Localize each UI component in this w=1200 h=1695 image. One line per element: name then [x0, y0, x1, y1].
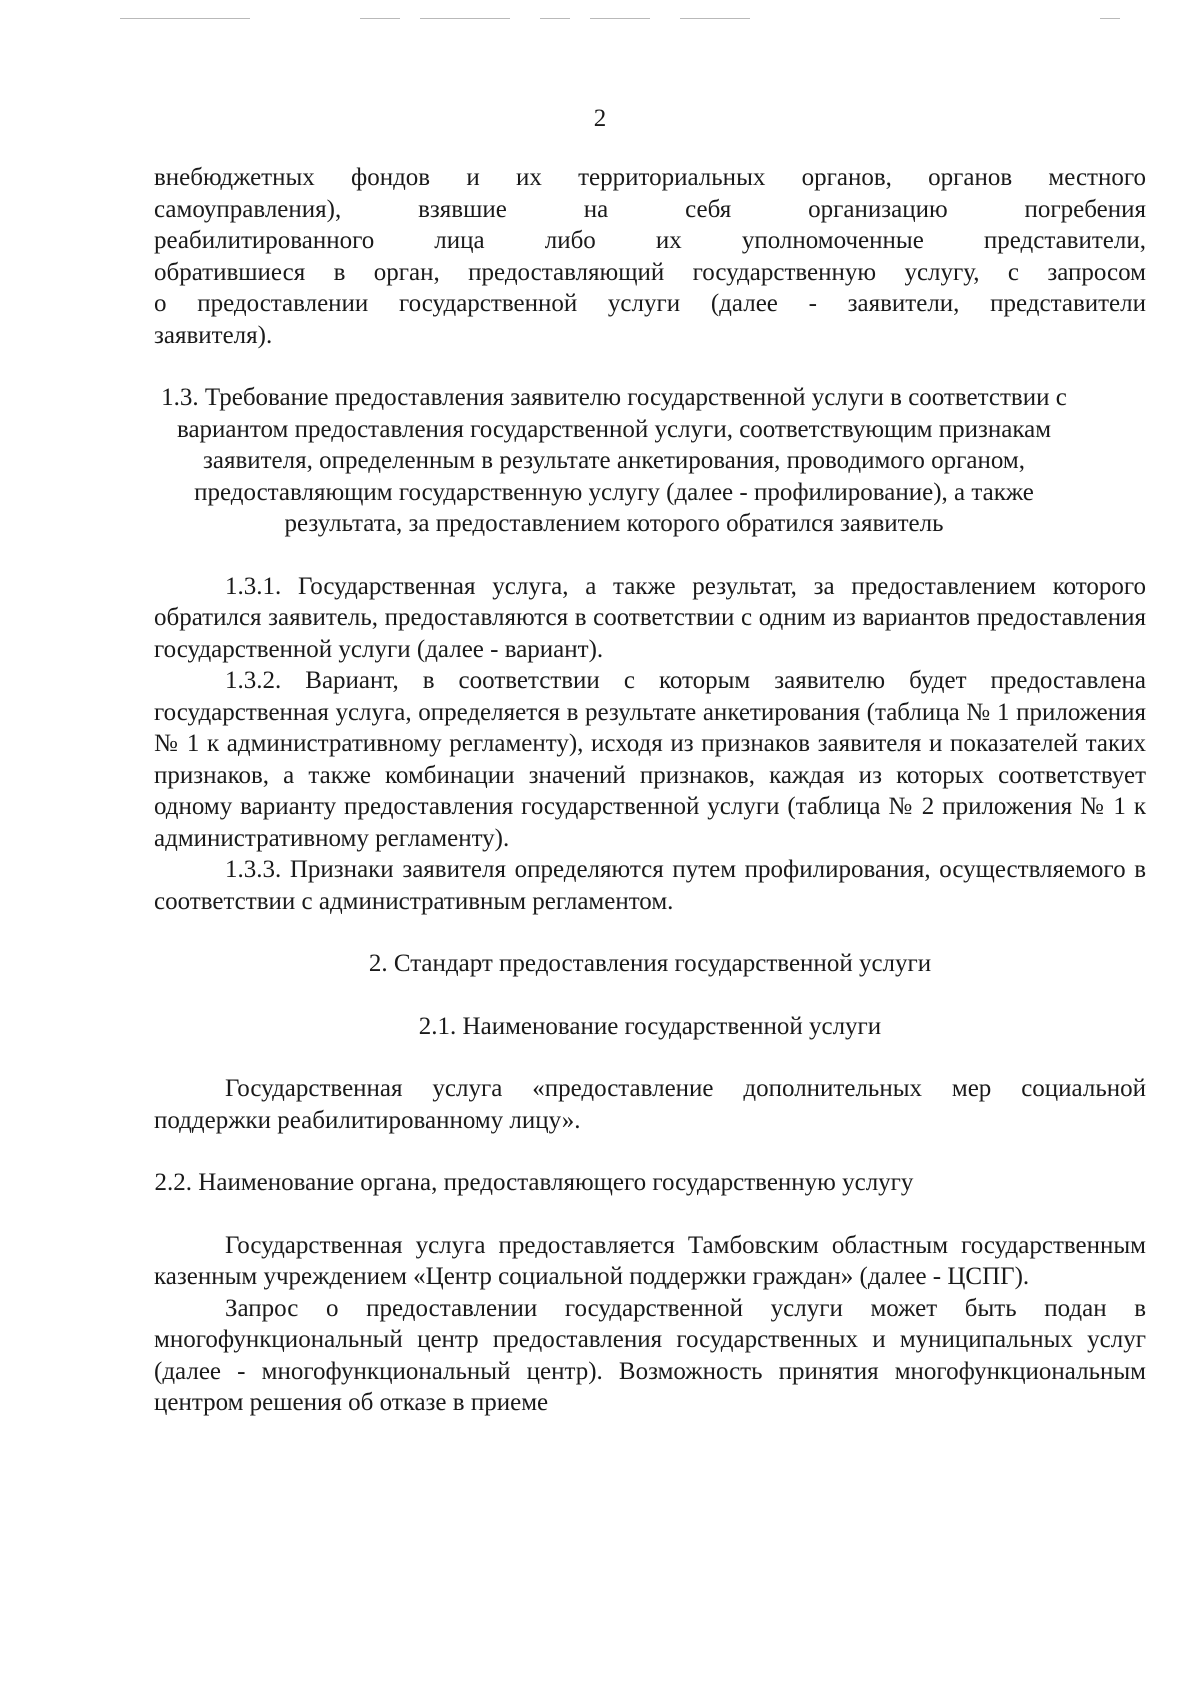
paragraph-1-3-3: 1.3.3. Признаки заявителя определяются путем профилирования, осуществляемого в соответствии с административным регламентом.	[154, 856, 1146, 915]
section-heading-2: 2. Стандарт предоставления государственной услуги	[368, 950, 932, 977]
page-number: 2	[593, 105, 607, 132]
scan-edge-artifact	[120, 18, 1160, 22]
paragraph-2-1: Государственная услуга «предоставление дополнительных мер социальной поддержки реабилитированному лицу».	[154, 1075, 1146, 1134]
paragraph-2-2-b: Запрос о предоставлении государственной услуги может быть подан в многофункциональный центр предоставления государственных и муниципальных услуг (далее - многофункциональный центр). Возможность принятия многофункциональным центром решения об отказе в приеме	[154, 1294, 1146, 1416]
paragraph-1-3-1: 1.3.1. Государственная услуга, а также результат, за предоставлением которого обратился заявитель, предоставляются в соответствии с одним из вариантов предоставления государственной услуги (далее - вариант).	[154, 572, 1146, 663]
document-body	[154, 162, 1146, 1419]
section-heading-1-3: 1.3. Требование предоставления заявителю государственной услуги в соответствии с вариантом предоставления государственной услуги, соответствующим признакам заявителя, определенным в результате анкетирования, проводимого органом, предоставляющим государственную услугу (далее - профилирование), а также результата, за предоставлением которого обратился заявитель	[161, 384, 1067, 537]
intro-line: самоуправления), взявшие на себя организацию погребения	[154, 195, 1146, 223]
intro-line: обратившиеся в орган, предоставляющий государственную услугу, с запросом	[154, 258, 1146, 286]
intro-line: реабилитированного лица либо их уполномоченные представители,	[154, 227, 1146, 254]
section-heading-2-2: 2.2. Наименование органа, предоставляющего государственную услугу	[154, 1169, 914, 1196]
intro-paragraph	[154, 162, 1146, 351]
section-heading-2-1: 2.1. Наименование государственной услуги	[418, 1012, 882, 1040]
paragraph-1-3-2: 1.3.2. Вариант, в соответствии с которым заявителю будет предоставлена государственная услуга, определяется в результате анкетирования (таблица № 1 приложения № 1 к административному регламенту), исходя из признаков заявителя и показателей таких признаков, а также комбинации значений признаков, каждая из которых соответствует одному варианту предоставления государственной услуги (таблица № 2 приложения № 1 к административному регламенту).	[154, 667, 1146, 852]
intro-line: о предоставлении государственной услуги (далее - заявители, представители	[154, 290, 1146, 317]
intro-line: внебюджетных фондов и их территориальных органов, органов местного	[154, 164, 1146, 191]
intro-line: заявителя).	[154, 321, 273, 349]
paragraph-2-2-a: Государственная услуга предоставляется Тамбовским областным государственным казенным учреждением «Центр социальной поддержки граждан» (далее - ЦСПГ).	[154, 1231, 1146, 1290]
